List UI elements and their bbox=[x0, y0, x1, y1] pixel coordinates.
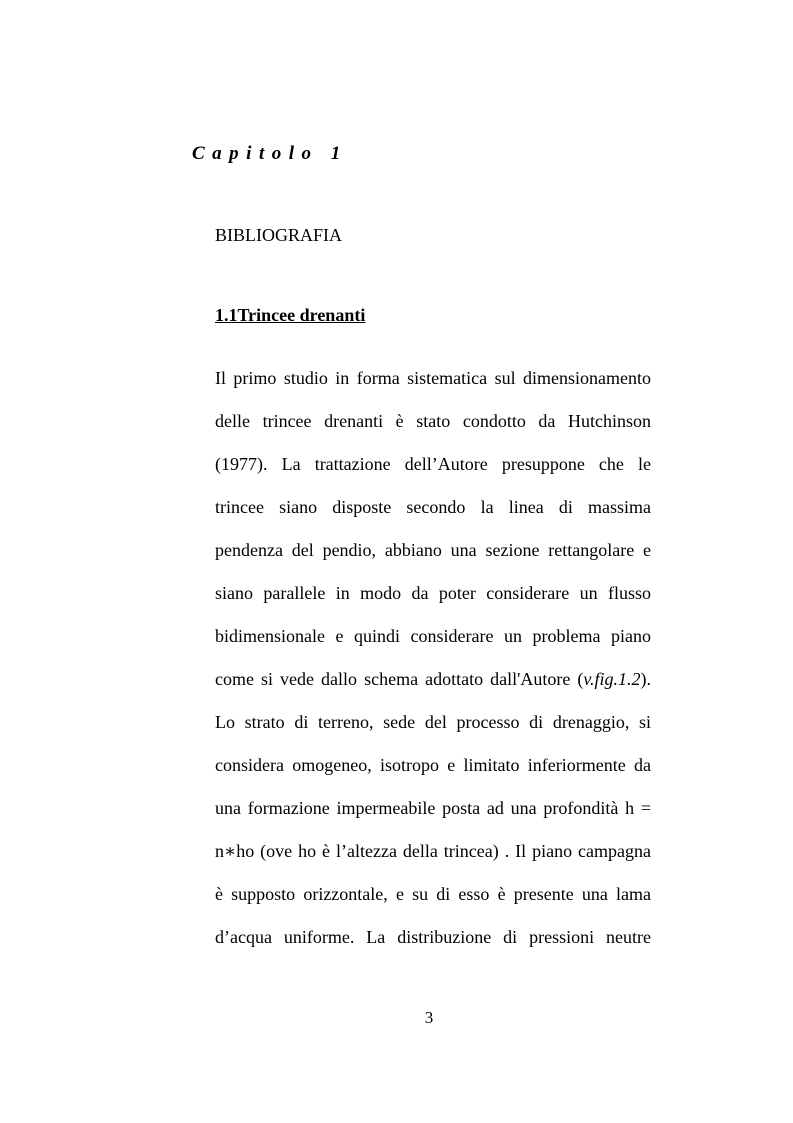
paragraph-line: trincee siano disposte secondo la linea di massima bbox=[215, 497, 651, 517]
paragraph-line: (1977). La trattazione dell’Autore presuppone che le bbox=[215, 454, 651, 474]
paragraph-line: Lo strato di terreno, sede del processo di drenaggio, si bbox=[215, 712, 651, 732]
paragraph-line: è supposto orizzontale, e su di esso è presente una lama bbox=[215, 884, 651, 904]
chapter-heading: Capitolo 1 bbox=[192, 143, 348, 164]
page-number: 3 bbox=[424, 1008, 434, 1027]
paragraph-line: considera omogeneo, isotropo e limitato inferiormente da bbox=[215, 755, 651, 775]
paragraph-line: d’acqua uniforme. La distribuzione di pressioni neutre bbox=[215, 927, 651, 947]
section-heading: 1.1Trincee drenanti bbox=[215, 305, 366, 325]
figure-reference: v.fig.1.2 bbox=[583, 669, 641, 689]
paragraph-line: siano parallele in modo da poter considerare un flusso bbox=[215, 583, 651, 603]
paragraph-line bbox=[215, 665, 651, 708]
section-kicker: BIBLIOGRAFIA bbox=[215, 225, 343, 245]
paragraph-line: bidimensionale e quindi considerare un problema piano bbox=[215, 626, 651, 646]
line-text: ). bbox=[640, 669, 651, 689]
paragraph-line: delle trincee drenanti è stato condotto da Hutchinson bbox=[215, 411, 651, 431]
paragraph-line: pendenza del pendio, abbiano una sezione rettangolare e bbox=[215, 540, 651, 560]
body-paragraph bbox=[215, 364, 651, 966]
line-text: come si vede dallo schema adottato dall'Autore ( bbox=[215, 669, 584, 689]
paragraph-line: Il primo studio in forma sistematica sul dimensionamento bbox=[215, 368, 651, 388]
paragraph-line: una formazione impermeabile posta ad una profondità h = bbox=[215, 798, 651, 818]
paragraph-line: n∗ho (ove ho è l’altezza della trincea) . Il piano campagna bbox=[215, 841, 651, 861]
